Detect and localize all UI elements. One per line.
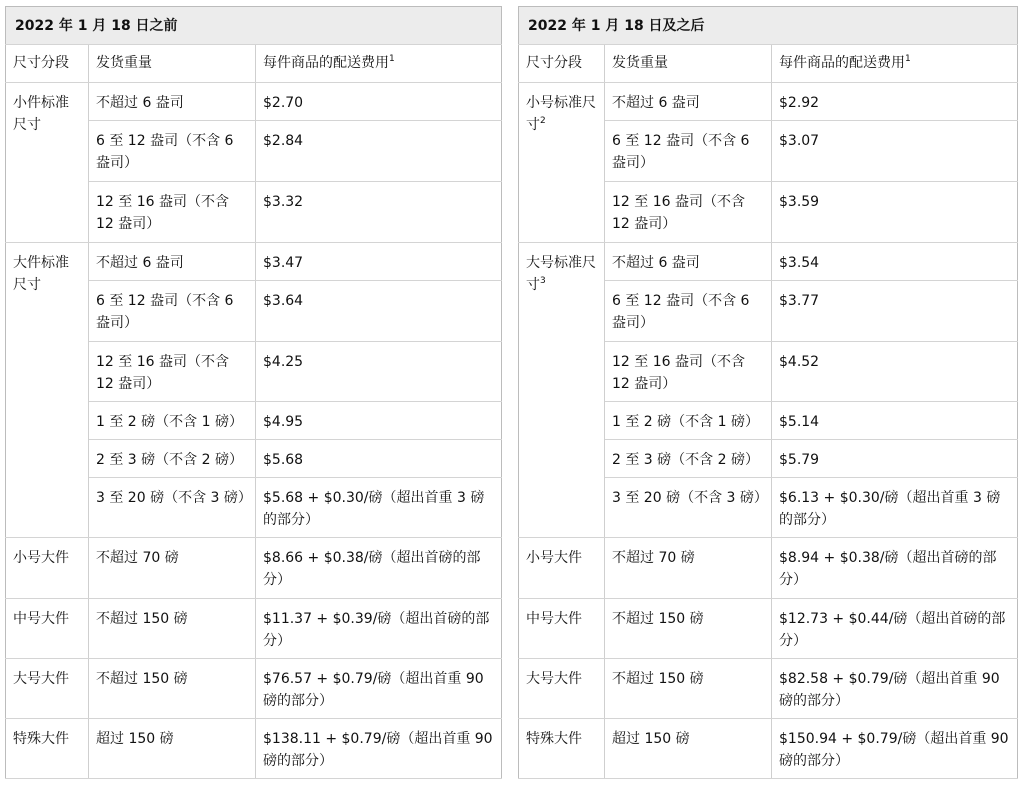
- fee-cell: $11.37 + $0.39/磅（超出首磅的部分）: [256, 599, 502, 659]
- size-tier-cell: [6, 719, 89, 779]
- footnote-marker: 2: [540, 116, 546, 126]
- period-title: 2022 年 1 月 18 日及之后: [519, 7, 1018, 45]
- size-tier-cell: [519, 719, 605, 779]
- size-tier-label: 中号大件: [526, 611, 582, 627]
- table-row: [6, 243, 502, 281]
- weight-cell: 12 至 16 盎司（不含 12 盎司）: [605, 182, 772, 243]
- size-tier-label: 特殊大件: [526, 731, 582, 747]
- weight-cell: 超过 150 磅: [89, 719, 256, 779]
- fee-table-before-panel: [5, 6, 502, 780]
- weight-cell: 3 至 20 磅（不含 3 磅）: [89, 478, 256, 538]
- fee-cell: $8.66 + $0.38/磅（超出首磅的部分）: [256, 538, 502, 599]
- fee-cell: $3.32: [256, 182, 502, 243]
- fee-cell: $4.25: [256, 342, 502, 402]
- column-header-size-tier: 尺寸分段: [519, 45, 605, 83]
- fee-cell: $3.47: [256, 243, 502, 281]
- table-row: [6, 538, 502, 599]
- weight-cell: 2 至 3 磅（不含 2 磅）: [605, 440, 772, 478]
- fee-cell: $3.59: [772, 182, 1018, 243]
- fee-cell: $5.14: [772, 402, 1018, 440]
- size-tier-label: 大号标准尺寸: [526, 255, 596, 293]
- table-row: [519, 83, 1018, 121]
- fee-cell: $2.70: [256, 83, 502, 121]
- size-tier-label: 小号标准尺寸: [526, 95, 596, 133]
- size-tier-cell: [519, 538, 605, 599]
- footnote-marker: 3: [540, 276, 546, 286]
- size-tier-cell: [6, 83, 89, 243]
- weight-cell: 不超过 70 磅: [89, 538, 256, 599]
- size-tier-label: 中号大件: [13, 611, 69, 627]
- weight-cell: 12 至 16 盎司（不含 12 盎司）: [89, 342, 256, 402]
- fee-cell: $5.68 + $0.30/磅（超出首重 3 磅的部分）: [256, 478, 502, 538]
- table-row: [519, 599, 1018, 659]
- weight-cell: 不超过 6 盎司: [605, 243, 772, 281]
- weight-cell: 6 至 12 盎司（不含 6 盎司）: [89, 281, 256, 342]
- fee-cell: $138.11 + $0.79/磅（超出首重 90 磅的部分）: [256, 719, 502, 779]
- size-tier-cell: [6, 243, 89, 538]
- weight-cell: 1 至 2 磅（不含 1 磅）: [605, 402, 772, 440]
- fee-cell: $82.58 + $0.79/磅（超出首重 90 磅的部分）: [772, 659, 1018, 719]
- column-header-size-tier: 尺寸分段: [6, 45, 89, 83]
- table-row: [519, 538, 1018, 599]
- fee-table-after: [518, 6, 1018, 779]
- weight-cell: 6 至 12 盎司（不含 6 盎司）: [89, 121, 256, 182]
- column-header-weight: 发货重量: [605, 45, 772, 83]
- table-row: [519, 719, 1018, 779]
- footnote-marker: 1: [389, 54, 395, 64]
- weight-cell: 不超过 6 盎司: [605, 83, 772, 121]
- table-row: [519, 243, 1018, 281]
- size-tier-cell: [519, 243, 605, 538]
- fee-cell: $3.77: [772, 281, 1018, 342]
- fee-table-body: [519, 45, 1018, 779]
- column-header-fee-label: 每件商品的配送费用: [779, 55, 905, 71]
- column-header-weight: 发货重量: [89, 45, 256, 83]
- fee-cell: $8.94 + $0.38/磅（超出首磅的部分）: [772, 538, 1018, 599]
- fee-cell: $150.94 + $0.79/磅（超出首重 90 磅的部分）: [772, 719, 1018, 779]
- weight-cell: 3 至 20 磅（不含 3 磅）: [605, 478, 772, 538]
- fee-cell: $4.52: [772, 342, 1018, 402]
- fee-cell: $76.57 + $0.79/磅（超出首重 90 磅的部分）: [256, 659, 502, 719]
- fee-cell: $5.79: [772, 440, 1018, 478]
- column-header-fee: [256, 45, 502, 83]
- size-tier-label: 特殊大件: [13, 731, 69, 747]
- weight-cell: 不超过 150 磅: [89, 659, 256, 719]
- weight-cell: 12 至 16 盎司（不含 12 盎司）: [89, 182, 256, 243]
- footnote-marker: 1: [905, 54, 911, 64]
- table-row: [6, 659, 502, 719]
- fee-cell: $3.07: [772, 121, 1018, 182]
- weight-cell: 12 至 16 盎司（不含 12 盎司）: [605, 342, 772, 402]
- weight-cell: 不超过 150 磅: [605, 659, 772, 719]
- fee-cell: $2.84: [256, 121, 502, 182]
- column-header-fee-label: 每件商品的配送费用: [263, 55, 389, 71]
- weight-cell: 不超过 150 磅: [605, 599, 772, 659]
- weight-cell: 2 至 3 磅（不含 2 磅）: [89, 440, 256, 478]
- size-tier-label: 大号大件: [13, 671, 69, 687]
- table-row: [6, 83, 502, 121]
- size-tier-label: 小号大件: [526, 550, 582, 566]
- fee-table-after-panel: [518, 6, 1018, 780]
- size-tier-cell: [6, 599, 89, 659]
- fee-table-before: [5, 6, 502, 779]
- size-tier-cell: [6, 659, 89, 719]
- fee-cell: $5.68: [256, 440, 502, 478]
- weight-cell: 不超过 6 盎司: [89, 243, 256, 281]
- fee-cell: $3.64: [256, 281, 502, 342]
- fee-cell: $6.13 + $0.30/磅（超出首重 3 磅的部分）: [772, 478, 1018, 538]
- weight-cell: 1 至 2 磅（不含 1 磅）: [89, 402, 256, 440]
- column-header-fee: [772, 45, 1018, 83]
- size-tier-cell: [519, 659, 605, 719]
- weight-cell: 6 至 12 盎司（不含 6 盎司）: [605, 281, 772, 342]
- fee-table-body: [6, 45, 502, 779]
- size-tier-label: 大件标准尺寸: [13, 255, 69, 293]
- weight-cell: 不超过 70 磅: [605, 538, 772, 599]
- size-tier-cell: [6, 538, 89, 599]
- size-tier-label: 大号大件: [526, 671, 582, 687]
- fee-cell: $12.73 + $0.44/磅（超出首磅的部分）: [772, 599, 1018, 659]
- table-row: [6, 599, 502, 659]
- size-tier-cell: [519, 83, 605, 243]
- table-row: [519, 659, 1018, 719]
- table-row: [6, 719, 502, 779]
- size-tier-label: 小件标准尺寸: [13, 95, 69, 133]
- size-tier-label: 小号大件: [13, 550, 69, 566]
- weight-cell: 不超过 6 盎司: [89, 83, 256, 121]
- weight-cell: 超过 150 磅: [605, 719, 772, 779]
- size-tier-cell: [519, 599, 605, 659]
- period-title: 2022 年 1 月 18 日之前: [6, 7, 502, 45]
- fee-cell: $2.92: [772, 83, 1018, 121]
- fee-cell: $3.54: [772, 243, 1018, 281]
- weight-cell: 6 至 12 盎司（不含 6 盎司）: [605, 121, 772, 182]
- weight-cell: 不超过 150 磅: [89, 599, 256, 659]
- fee-cell: $4.95: [256, 402, 502, 440]
